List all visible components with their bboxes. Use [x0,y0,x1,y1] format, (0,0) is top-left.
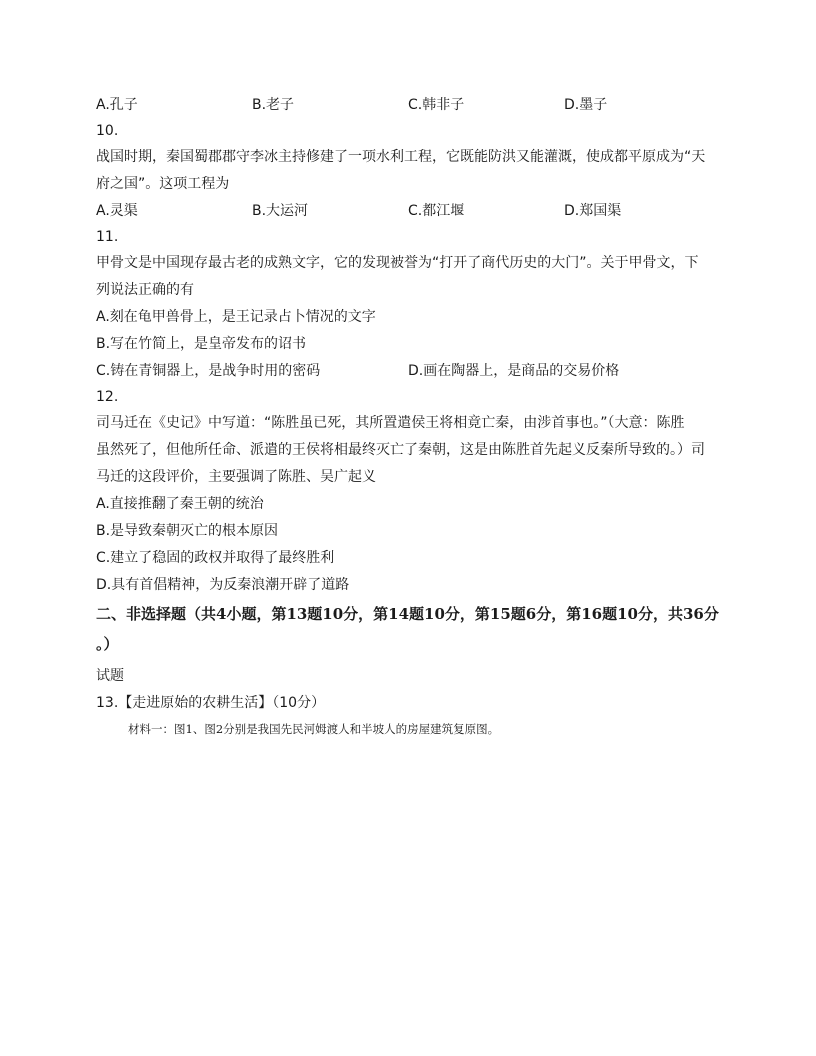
q11-number: 11. [96,229,119,245]
q10-stem-line2: 府之国”。这项工程为 [96,176,230,192]
q12-stem-line2: 虽然死了，但他所任命、派遣的王侯将相最终灭亡了秦朝，这是由陈胜首先起义反秦所导致的。）司 [96,442,705,458]
q13-material-text: 材料一：图1、图2分别是我国先民河姆渡人和半坡人的房屋建筑复原图。 [128,722,500,736]
q9-option-a: A.孔子 [96,97,138,113]
q13-heading: 13.【走进原始的农耕生活】（10分） [96,695,326,711]
q12-option-a: A.直接推翻了秦王朝的统治 [96,496,264,512]
q13-label: 试题 [96,668,124,684]
q12-option-d: D.具有首倡精神，为反秦浪潮开辟了道路 [96,577,350,593]
q10-options [96,201,716,221]
q11-option-c: C.铸在青铜器上，是战争时用的密码 [96,363,321,379]
q11-stem-line2: 列说法正确的有 [96,282,194,298]
q9-option-b: B.老子 [252,97,295,113]
q12-stem-line3: 马迁的这段评价，主要强调了陈胜、吴广起义 [96,469,376,485]
q10-stem-line1: 战国时期，秦国蜀郡郡守李冰主持修建了一项水利工程，它既能防洪又能灌溉，使成都平原成为“天 [96,149,706,165]
q10-option-c: C.都江堰 [408,203,465,219]
q12-stem-line1: 司马迁在《史记》中写道：“陈胜虽已死，其所置遣侯王将相竟亡秦，由涉首事也。”（大意：陈胜 [96,415,685,431]
section-title-line1: 二、非选择题（共4小题，第13题10分，第14题10分，第15题6分，第16题10分，共36分 [96,605,719,623]
q11-option-b: B.写在竹简上，是皇帝发布的诏书 [96,336,307,352]
q10-option-b: B.大运河 [252,203,309,219]
q10-option-a: A.灵渠 [96,203,138,219]
q12-option-b: B.是导致秦朝灭亡的根本原因 [96,523,279,539]
q11-option-a: A.刻在龟甲兽骨上，是王记录占卜情况的文字 [96,309,376,325]
q11-stem-line1: 甲骨文是中国现存最古老的成熟文字，它的发现被誉为“打开了商代历史的大门”。关于甲骨文，下 [96,255,699,271]
q9-option-c: C.韩非子 [408,97,465,113]
q10-option-d: D.郑国渠 [564,203,622,219]
q9-option-d: D.墨子 [564,97,608,113]
q11-option-d: D.画在陶器上，是商品的交易价格 [408,363,620,379]
q11-options-cd [96,361,716,381]
section-title-line2: 。） [96,635,119,653]
q12-number: 12. [96,389,119,405]
q9-options [96,95,716,115]
q10-number: 10. [96,123,119,139]
q12-option-c: C.建立了稳固的政权并取得了最终胜利 [96,550,335,566]
